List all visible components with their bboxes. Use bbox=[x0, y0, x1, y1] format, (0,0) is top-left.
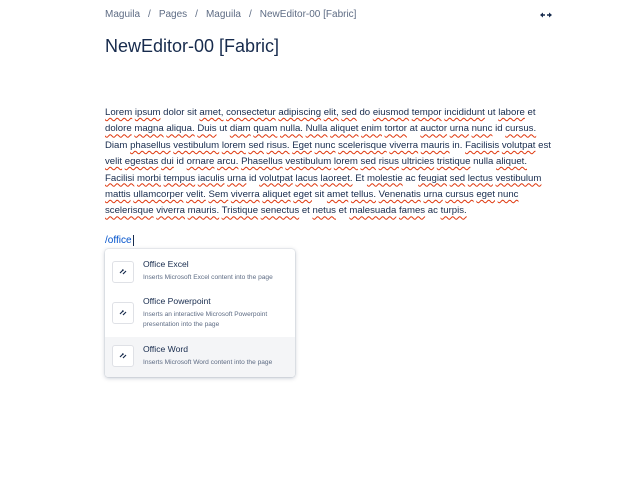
paragraph-word: tempor bbox=[411, 107, 442, 118]
paragraph-word: mauris. bbox=[187, 205, 220, 217]
paragraph-word: magna bbox=[134, 123, 164, 135]
paragraph-word: do bbox=[359, 107, 371, 118]
paragraph-word: enim bbox=[361, 123, 382, 135]
paragraph-word: Facilisi bbox=[105, 172, 135, 184]
paragraph-word: aliqua. bbox=[166, 123, 195, 135]
paragraph-word: viverra bbox=[230, 189, 260, 201]
paragraph-word: urna bbox=[423, 189, 443, 201]
paragraph-word: incididunt bbox=[444, 107, 485, 118]
paragraph-word: mattis bbox=[105, 189, 131, 201]
breadcrumb-separator: / bbox=[195, 8, 198, 20]
paragraph-word: netus bbox=[312, 205, 336, 217]
paragraph-word: vestibulum bbox=[173, 139, 220, 151]
office-word-icon bbox=[112, 345, 134, 367]
paragraph-word: fames bbox=[398, 205, 426, 217]
paragraph-word: eiusmod bbox=[372, 107, 410, 118]
paragraph-word: dui bbox=[161, 156, 174, 168]
paragraph-word: Nulla bbox=[305, 123, 328, 135]
paragraph-word: feugiat bbox=[418, 172, 447, 184]
paragraph-word: sed bbox=[449, 172, 466, 184]
paragraph-word: iaculis bbox=[197, 172, 225, 184]
paragraph-word: sit bbox=[187, 107, 197, 118]
menu-item-title: Office Powerpoint bbox=[143, 296, 211, 306]
paragraph-word: volutpat bbox=[501, 139, 536, 151]
paragraph-word: sed bbox=[341, 107, 357, 118]
paragraph-word: amet bbox=[326, 189, 349, 201]
paragraph-word: id bbox=[495, 123, 503, 135]
paragraph-word: Diam bbox=[105, 139, 128, 151]
paragraph-word: sed bbox=[360, 156, 377, 168]
menu-item-title: Office Excel bbox=[143, 259, 189, 269]
paragraph-word: Venenatis bbox=[378, 189, 421, 201]
paragraph-word: amet, bbox=[199, 107, 224, 118]
paragraph-word: Lorem bbox=[105, 107, 133, 118]
office-excel-icon bbox=[112, 261, 134, 283]
paragraph-word: Et bbox=[355, 172, 365, 184]
paragraph-word: eget bbox=[476, 189, 495, 201]
breadcrumb-separator: / bbox=[148, 8, 151, 20]
paragraph-word: tempus bbox=[163, 172, 196, 184]
menu-item-description: Inserts Microsoft Word content into the page bbox=[143, 359, 273, 366]
paragraph-word: lorem bbox=[221, 139, 246, 151]
paragraph-word: et bbox=[301, 205, 310, 217]
paragraph-word: tristique bbox=[436, 156, 471, 168]
menu-item-office-powerpoint[interactable] bbox=[105, 291, 295, 336]
paragraph-word: at bbox=[409, 123, 418, 135]
paragraph-word: id bbox=[176, 156, 184, 168]
expand-arrows-icon[interactable] bbox=[539, 8, 553, 20]
paragraph-word: mauris bbox=[420, 139, 450, 151]
breadcrumb-item-pages[interactable]: Pages bbox=[158, 8, 188, 20]
paragraph-word: diam bbox=[229, 123, 251, 135]
paragraph-word: scelerisque bbox=[105, 205, 154, 217]
paragraph-word: quam bbox=[253, 123, 278, 135]
paragraph-word: et bbox=[338, 205, 347, 217]
editor-paragraph[interactable] bbox=[105, 105, 555, 220]
paragraph-word: vestibulum bbox=[495, 172, 542, 184]
paragraph-word: lorem bbox=[333, 156, 358, 168]
paragraph-word: viverra bbox=[389, 139, 419, 151]
paragraph-word: urna bbox=[227, 172, 247, 184]
paragraph-word: vestibulum bbox=[285, 156, 332, 168]
paragraph-word: volutpat bbox=[259, 172, 293, 184]
paragraph-word: ac bbox=[427, 205, 438, 217]
menu-item-description: Inserts an interactive Microsoft Powerpoint presentation into the page bbox=[143, 311, 268, 328]
paragraph-word: lacus bbox=[295, 172, 318, 184]
paragraph-word: adipiscing bbox=[278, 107, 322, 118]
menu-item-office-excel[interactable] bbox=[105, 253, 295, 291]
paragraph-word: ut bbox=[487, 107, 496, 118]
paragraph-word: ullamcorper bbox=[133, 189, 184, 201]
paragraph-word: dolore bbox=[105, 123, 132, 135]
paragraph-word: labore bbox=[498, 107, 525, 118]
paragraph-word: velit. bbox=[186, 189, 206, 201]
paragraph-word: risus. bbox=[266, 139, 290, 151]
text-caret bbox=[133, 235, 134, 246]
paragraph-word: nunc bbox=[314, 139, 336, 151]
breadcrumb-item-space[interactable]: Maguila bbox=[105, 8, 141, 20]
paragraph-word: laoreet. bbox=[320, 172, 353, 184]
paragraph-word: tellus. bbox=[350, 189, 376, 201]
menu-item-office-word[interactable] bbox=[105, 337, 295, 377]
breadcrumb-item-parent[interactable]: Maguila bbox=[205, 8, 241, 20]
menu-item-description: Inserts Microsoft Excel content into the page bbox=[143, 274, 273, 281]
paragraph-word: cursus bbox=[445, 189, 474, 201]
paragraph-word: lectus bbox=[467, 172, 493, 184]
paragraph-word: auctor bbox=[420, 123, 448, 135]
paragraph-word: sit bbox=[314, 189, 325, 201]
paragraph-word: turpis. bbox=[440, 205, 467, 217]
paragraph-word: molestie bbox=[366, 172, 403, 184]
paragraph-word: malesuada bbox=[349, 205, 397, 217]
paragraph-word: viverra bbox=[156, 205, 185, 217]
paragraph-word: urna bbox=[449, 123, 469, 135]
paragraph-word: scelerisque bbox=[338, 139, 387, 151]
paragraph-word: Sem bbox=[208, 189, 229, 201]
paragraph-word: nunc bbox=[471, 123, 493, 135]
breadcrumb-separator: / bbox=[248, 8, 252, 20]
paragraph-word: Duis bbox=[197, 123, 217, 135]
paragraph-word: nulla bbox=[473, 156, 494, 168]
paragraph-word: Phasellus bbox=[241, 156, 283, 168]
paragraph-word: nunc bbox=[497, 189, 519, 201]
paragraph-word: risus bbox=[378, 156, 399, 168]
paragraph-word: tortor bbox=[384, 123, 407, 135]
paragraph-word: aliquet bbox=[262, 189, 291, 201]
paragraph-word: elit, bbox=[323, 107, 339, 118]
slash-command-line[interactable] bbox=[105, 233, 134, 247]
slash-command-text: /office bbox=[105, 234, 132, 246]
paragraph-word: id bbox=[249, 172, 257, 184]
paragraph-word: sed bbox=[248, 139, 264, 151]
paragraph-word: phasellus bbox=[130, 139, 171, 151]
paragraph-word: ut bbox=[219, 123, 228, 135]
menu-item-title: Office Word bbox=[143, 344, 189, 354]
paragraph-word: Eget bbox=[292, 139, 312, 151]
insert-menu bbox=[105, 249, 295, 377]
paragraph-word: ultricies bbox=[401, 156, 435, 168]
paragraph-word: aliquet bbox=[330, 123, 359, 135]
paragraph-word: aliquet. bbox=[496, 156, 527, 168]
paragraph-word: senectus bbox=[260, 205, 300, 217]
paragraph-word: cursus. bbox=[505, 123, 537, 135]
paragraph-word: arcu. bbox=[217, 156, 239, 168]
paragraph-word: ac bbox=[405, 172, 416, 184]
office-powerpoint-icon bbox=[112, 302, 134, 324]
paragraph-word: ornare bbox=[186, 156, 215, 168]
paragraph-word: in. bbox=[452, 139, 463, 151]
paragraph-word: dolor bbox=[163, 107, 185, 118]
paragraph-word: morbi bbox=[137, 172, 161, 184]
breadcrumb-item-current[interactable]: NewEditor-00 [Fabric] bbox=[259, 8, 357, 20]
paragraph-word: eget bbox=[293, 189, 312, 201]
paragraph-word: Tristique bbox=[221, 205, 259, 217]
breadcrumb bbox=[105, 8, 356, 20]
page-title[interactable]: NewEditor-00 [Fabric] bbox=[105, 36, 280, 56]
paragraph-word: consectetur bbox=[226, 107, 276, 118]
paragraph-word: ipsum bbox=[134, 107, 161, 118]
paragraph-word: et bbox=[527, 107, 536, 118]
paragraph-word: Facilisis bbox=[465, 139, 500, 151]
paragraph-word: nulla. bbox=[280, 123, 303, 135]
paragraph-word: egestas bbox=[124, 156, 159, 168]
paragraph-word: est bbox=[538, 139, 551, 151]
paragraph-word: velit bbox=[105, 156, 123, 168]
